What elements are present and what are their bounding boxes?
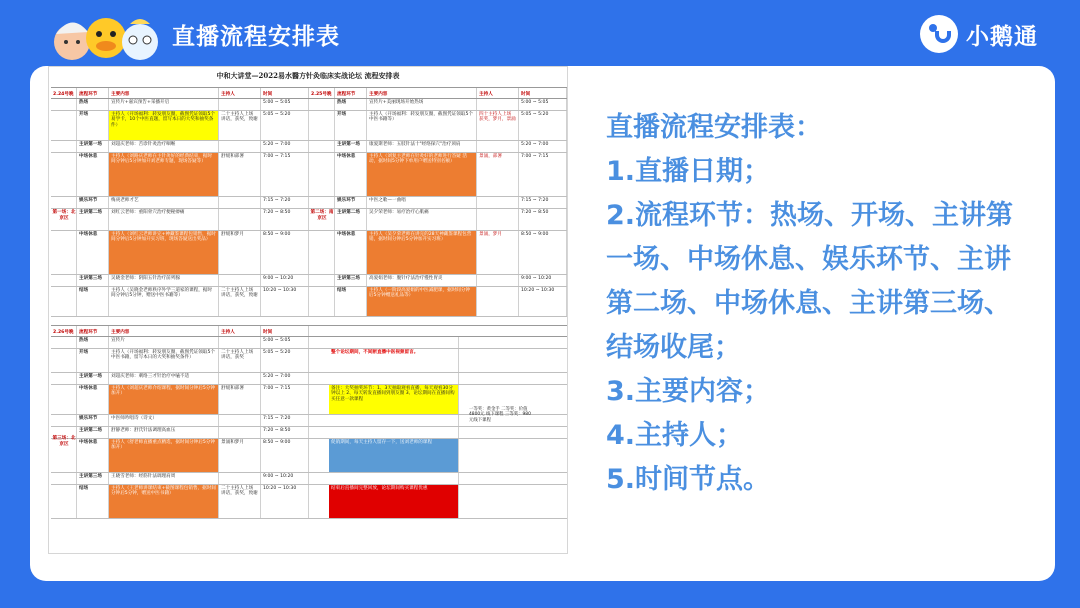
note-cell (329, 473, 459, 484)
table-cell (309, 111, 335, 140)
table-cell: 8:50 ~ 9:00 (261, 231, 309, 274)
table-cell: 主持人（王老师讲课结束+截图课程包销售，据时间分钟后5分钟，赠送中医书籍） (109, 485, 219, 518)
note-cell (329, 337, 459, 348)
table-cell (309, 231, 335, 274)
table-cell (51, 349, 77, 372)
table-cell: 10:20 ~ 10:30 (261, 485, 309, 518)
table-cell: 主讲第三场 (77, 473, 109, 484)
note-cell (329, 373, 459, 384)
table-row (51, 473, 567, 485)
table-cell: 王晓雪老师：经筋针法调理肩周 (109, 473, 219, 484)
table-cell (219, 209, 261, 230)
block-2-rows (51, 337, 567, 519)
table-cell: 结场 (77, 287, 109, 316)
info-list (606, 106, 1026, 502)
table-cell: 中医之歌—一曲唱 (367, 197, 477, 208)
table-cell: 热场 (77, 99, 109, 110)
note-cell: 促销期间，每天主持人留存一下，送刘老师的课程 (329, 439, 459, 472)
table-cell: 舒静老师：舒氏针法调理高血压 (109, 427, 219, 438)
table-cell: 主持人（舒老师直播重点精选，据时间分钟后5分钟加开） (109, 439, 219, 472)
table-cell: 中场休息 (77, 231, 109, 274)
note-cell: 备注：大奖抽奖环节：1、3天抽取观看直播，每天观看30分钟以上 2、每天转发直播间到朋友圈 3、论坛期间在直播间购买任意一款课程 (329, 385, 459, 414)
table-cell: 景涌，梦月 (477, 231, 519, 274)
table-cell (309, 197, 335, 208)
note-cell (329, 415, 459, 426)
table-cell: 主持人（吴夕荣老师在讲完的28天神藏鉴课程包营销，据时间分钟后5分钟加开实习班） (367, 231, 477, 274)
mascots-illustration (52, 8, 160, 64)
table-cell: 主讲第三场 (335, 275, 367, 286)
table-cell: 舒缓和部署 (219, 385, 261, 414)
table-row (51, 141, 567, 153)
table-row (51, 197, 567, 209)
table-cell (51, 337, 77, 348)
table-cell: 8:50 ~ 9:00 (261, 439, 309, 472)
table-cell: 娱乐环节 (335, 197, 367, 208)
table-cell (219, 141, 261, 152)
table-cell: 9:00 ~ 10:20 (261, 275, 309, 286)
table-cell (51, 99, 77, 110)
table-cell: 9:00 ~ 10:20 (261, 473, 309, 484)
logo-icon (920, 15, 958, 53)
table-cell (219, 415, 261, 426)
info-heading: 直播流程安排表： (606, 112, 822, 143)
table-cell: 7:00 ~ 7:15 (261, 153, 309, 196)
table-cell: 5:20 ~ 7:00 (519, 141, 567, 152)
table-cell: 中医师吟唱诗（诗文） (109, 415, 219, 426)
table-cell: 二十主持人上场 讲话，获奖，致谢 (219, 287, 261, 316)
table-cell: 宣传片+嘉宾预告+采播开启 (109, 99, 219, 110)
table-cell: 中场休息 (77, 385, 109, 414)
table-cell (219, 275, 261, 286)
table-cell: 7:00 ~ 7:15 (519, 153, 567, 196)
table-cell: 5:05 ~ 5:20 (261, 111, 309, 140)
table-cell: 7:15 ~ 7:20 (519, 197, 567, 208)
table-cell (51, 415, 77, 426)
table-row (51, 427, 567, 439)
schedule-sheet (48, 66, 568, 554)
table-row (51, 153, 567, 197)
table-cell: 刘超庆老师：刺络三才针治疗中嗑不适 (109, 373, 219, 384)
table-cell: 中场休息 (335, 153, 367, 196)
info-item: 结场收尾； (606, 332, 741, 363)
table-cell: 7:15 ~ 7:20 (261, 197, 309, 208)
table-cell (51, 473, 77, 484)
table-cell: 宣传片+美丽现场开始热场 (367, 99, 477, 110)
table-cell: 主讲第二场 (77, 427, 109, 438)
table-cell (51, 111, 77, 140)
table-cell: 娱乐环节 (77, 197, 109, 208)
table-cell: 宣传片 (109, 337, 219, 348)
table-cell: 主讲第二场 (335, 209, 367, 230)
table-cell: 5:00 ~ 5:05 (261, 337, 309, 348)
table-cell (477, 275, 519, 286)
table-cell: 主讲第二场 (77, 209, 109, 230)
table-cell: 主持人（刘超庆老师介绍课程，据时间分钟后5分钟加开） (109, 385, 219, 414)
table-cell: 开场 (77, 349, 109, 372)
table-cell: 5:05 ~ 5:20 (261, 349, 309, 372)
table-row (51, 337, 567, 349)
table-cell: 主持人（刘红云老师讲完+神藏鉴课程包销售，据时间分钟后5分钟加开实习班，现场答疑送出奖品） (109, 231, 219, 274)
table-cell (309, 287, 335, 316)
table-cell (51, 231, 77, 274)
table-cell: 5:00 ~ 5:05 (519, 99, 567, 110)
table-cell (219, 337, 261, 348)
table-cell: 中场休息 (77, 439, 109, 472)
schedule-block-2 (51, 325, 567, 519)
table-cell: 7:20 ~ 8:50 (261, 427, 309, 438)
table-cell: 主持人（刘路庆老师在主针灸好的经典结束，据时间分钟后5分钟加开刘老师专题，现场答疑等） (109, 153, 219, 196)
table-cell (51, 385, 77, 414)
table-cell: 5:00 ~ 5:05 (261, 99, 309, 110)
table-cell: 梅庚老师才艺 (109, 197, 219, 208)
table-cell: 二十主持人上场 讲话，获奖，致谢 (219, 111, 261, 140)
table-cell: 5:20 ~ 7:00 (261, 373, 309, 384)
table-cell: 7:00 ~ 7:15 (261, 385, 309, 414)
table-cell: 舒缓和梦月 (219, 231, 261, 274)
table-cell (219, 473, 261, 484)
table-cell: 主持人（开场福利：转发朋友圈，截图凭证领取5个中医书籍，留写本日的大奖和抽奖条件） (109, 349, 219, 372)
table-cell: 开场 (77, 111, 109, 140)
table-cell (51, 197, 77, 208)
table-cell: 结场 (335, 287, 367, 316)
table-cell: 中场休息 (335, 231, 367, 274)
table-cell: 热场 (335, 99, 367, 110)
table-cell: 8:50 ~ 9:00 (519, 231, 567, 274)
table-cell (219, 427, 261, 438)
table-cell: 高爱娟老师：腹针疗法治疗慢性胃炎 (367, 275, 477, 286)
table-row (51, 111, 567, 141)
table-cell: 主讲第一场 (335, 141, 367, 152)
table-cell: 10:20 ~ 10:30 (519, 287, 567, 316)
table-cell (309, 275, 335, 286)
table-cell: 主持人（一阶段高爱娟的中医减肥课，据时间分钟后5分钟赠送礼品等） (367, 287, 477, 316)
table-cell: 吴晓金老师：阴阳五针治疗前列腺 (109, 275, 219, 286)
table-cell: 10:20 ~ 10:30 (261, 287, 309, 316)
note-cell: 结束后直播间完整回放，论坛期间购买课程优惠 (329, 485, 459, 518)
info-item: 1.直播日期； (606, 156, 771, 187)
info-item: 5.时间节点。 (606, 464, 771, 495)
table-cell: 二十主持人上场 讲话，获奖，致谢 (219, 485, 261, 518)
table-row (51, 99, 567, 111)
table-cell (51, 153, 77, 196)
table-row (51, 275, 567, 287)
table-cell: 娱乐环节 (77, 415, 109, 426)
table-row (51, 209, 567, 231)
table-cell (219, 197, 261, 208)
table-cell: 5:20 ~ 7:00 (261, 141, 309, 152)
table-cell: 吴夕荣老师：易疗治疗心肌痛 (367, 209, 477, 230)
table-cell: 舒缓和部署 (219, 153, 261, 196)
table-row (51, 439, 567, 473)
table-cell: 刘超庆老师：舌诊针灸治疗咽喉 (109, 141, 219, 152)
table-cell (219, 99, 261, 110)
table-cell: 5:05 ~ 5:20 (519, 111, 567, 140)
table-row (51, 349, 567, 373)
table-cell: 开场 (335, 111, 367, 140)
table-cell: 主持人（吴晓金老师秩序外学三道家的课程，据时间分钟后5分钟，赠送中医书籍等） (109, 287, 219, 316)
table-cell (51, 287, 77, 316)
table-row (51, 287, 567, 317)
table-cell: 主持人（刘复主老师在针灸好的老师进行答疑 活动，据时间5分钟下单用户赠送特别名额） (367, 153, 477, 196)
day-label: 第二场：南京区 (310, 210, 334, 221)
table-cell: 景涌，部署 (477, 153, 519, 196)
table-cell (51, 141, 77, 152)
table-cell: 7:20 ~ 8:50 (519, 209, 567, 230)
brand-logo (920, 14, 1038, 54)
table-cell: 刘红云老师：重阳骨穴治疗便秘痹痛 (109, 209, 219, 230)
day-label: 第一场：北京区 (52, 210, 76, 221)
header-title: 直播流程安排表 (172, 24, 340, 50)
table-cell (51, 485, 77, 518)
table-cell (309, 141, 335, 152)
logo-text: 小鹅通 (966, 23, 1038, 50)
note-cell (329, 427, 459, 438)
sheet-title: 中和大讲堂—2022易水醫方针灸临床实战论坛 流程安排表 (216, 71, 400, 80)
table-row (51, 485, 567, 519)
table-cell: 中场休息 (77, 153, 109, 196)
table-cell: 9:00 ~ 10:20 (519, 275, 567, 286)
header-row: 2.24号晚 流程环节 主要内容 主持人 时间 2.25号晚 流程环节 主要内容 主持人 时间 (51, 87, 567, 99)
table-cell: 主持人（开场福利：转发朋友圈，截图凭证领取5个中医书籍等） (367, 111, 477, 140)
table-cell: 热场 (77, 337, 109, 348)
info-item: 第二场、中场休息、主讲第三场、 (606, 288, 1011, 319)
info-item: 3.主要内容； (606, 376, 771, 407)
table-cell (477, 197, 519, 208)
table-cell: 景涌和梦月 (219, 439, 261, 472)
block-1-rows (51, 99, 567, 317)
table-cell (51, 373, 77, 384)
note-cell: 整个论坛期间，不间断直播中医视频留言。 (329, 349, 459, 372)
table-cell (477, 287, 519, 316)
table-cell: 主讲第一场 (77, 373, 109, 384)
table-cell (219, 373, 261, 384)
table-cell: 7:15 ~ 7:20 (261, 415, 309, 426)
table-cell: 四十主持人上场 获奖，梦月，景涌 (477, 111, 519, 140)
table-cell (477, 209, 519, 230)
info-item: 4.主持人； (606, 420, 744, 451)
day-label: 第三场：北京区 (52, 436, 76, 447)
table-row (51, 373, 567, 385)
table-cell: 主讲第三场 (77, 275, 109, 286)
table-cell (309, 153, 335, 196)
info-item: 一场、中场休息、娱乐环节、主讲 (606, 244, 1011, 275)
table-cell: 康爱斯老师：五肢针法十"经络探穴"治疗颈肩 (367, 141, 477, 152)
table-cell: 主持人（开场福利：转发朋友圈，截图凭证领取5个易学卡，10个中医直题，留写本日的大奖和抽奖条件） (109, 111, 219, 140)
info-item: 2.流程环节：热场、开场、主讲第 (606, 200, 1014, 231)
table-cell: 二十主持人上场 讲话，获奖 (219, 349, 261, 372)
schedule-block-1 (51, 87, 567, 317)
prize-note: 一等奖：黄金手 二等奖：价值4800元 线下课程 三等奖：980元线下课程 (469, 407, 531, 423)
table-cell: 主讲第一场 (77, 141, 109, 152)
table-cell (51, 275, 77, 286)
table-cell (477, 141, 519, 152)
table-cell: 结场 (77, 485, 109, 518)
table-cell (477, 99, 519, 110)
header-row: 2.26号晚 流程环节 主要内容 主持人 时间 (51, 325, 567, 337)
table-cell: 7:20 ~ 8:50 (261, 209, 309, 230)
table-row (51, 231, 567, 275)
table-cell (309, 99, 335, 110)
